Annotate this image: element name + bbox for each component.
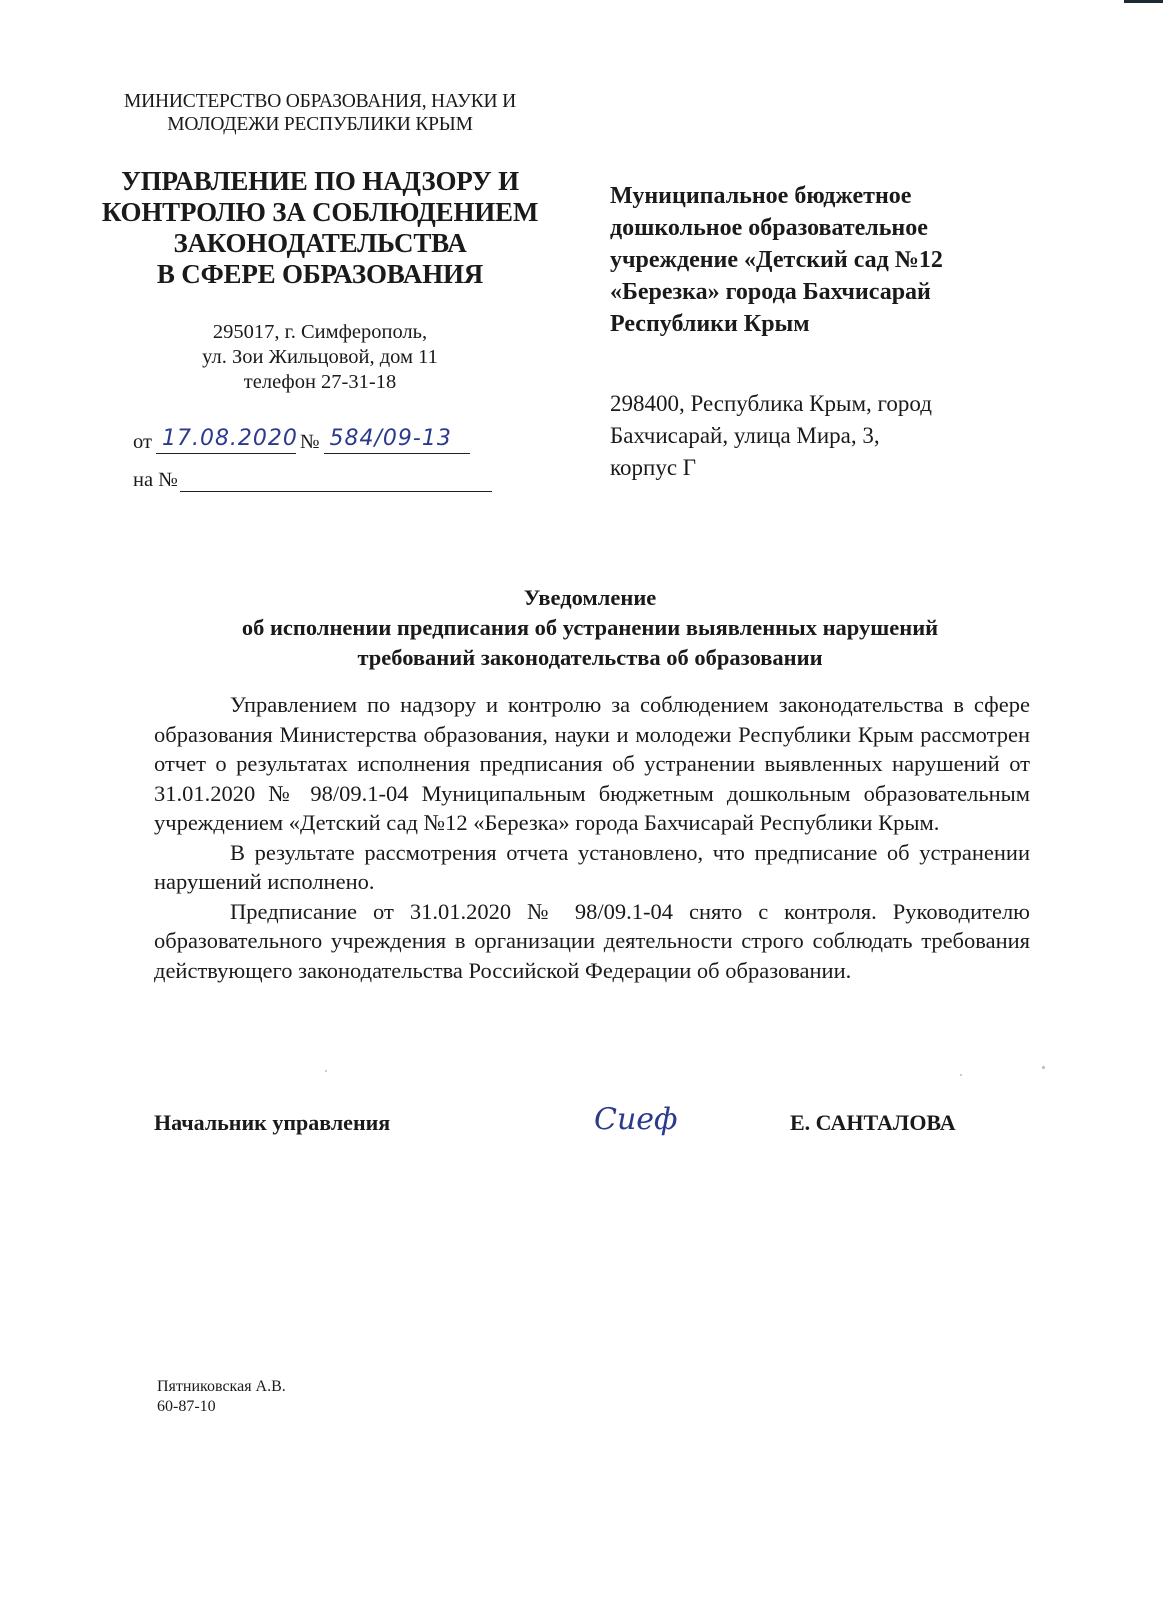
recipient-name: Муниципальное бюджетное дошкольное образовательное учреждение «Детский сад №12 «Березка» города Бахчисарай Республики Крым [610,183,943,337]
signatory-name: Е. САНТАЛОВА [790,1110,956,1135]
date-value: 17.08.2020 [161,426,298,451]
body-paragraph: В результате рассмотрения отчета установлено, что предписание об устранении нарушений исполнено. [154,839,1030,894]
number-label: № [299,431,320,453]
ministry-name: МИНИСТЕРСТВО ОБРАЗОВАНИЯ, НАУКИ И МОЛОДЕЖИ РЕСПУБЛИКИ КРЫМ [124,91,516,135]
sender-header [100,90,540,395]
date-field [156,425,296,454]
body-paragraph: Управлением по надзору и контролю за соблюдением законодательства в сфере образования Министерства образования, науки и молодежи Республики Крым рассмотрен отчет о результатах исполнения предписания об устранении выявленных нарушений от 31.01.2020 № 98/09.1-04 Муниципальным бюджетным дошкольным образовательным учреждением «Детский сад №12 «Березка» города Бахчисарай Республики Крым. [154,692,1030,835]
handwritten-signature: Сиеф [594,1102,678,1137]
registration-date-row [133,420,492,454]
scan-speck [325,1070,327,1072]
department-name: УПРАВЛЕНИЕ ПО НАДЗОРУ И КОНТРОЛЮ ЗА СОБЛЮДЕНИЕМ ЗАКОНОДАТЕЛЬСТВА В СФЕРЕ ОБРАЗОВАНИЯ [101,166,539,289]
signature-block [154,1102,1034,1160]
recipient-address: 298400, Республика Крым, город Бахчисарай, улица Мира, 3, корпус Г [610,391,932,480]
body-paragraph: Предписание от 31.01.2020 № 98/09.1-04 снято с контроля. Руководителю образовательного учреждения в организации деятельности строго соблюдать требования действующего законодательства Российской Федерации об образовании. [154,898,1030,983]
document-body [154,690,1030,985]
scan-speck [1042,1066,1045,1069]
recipient-block [610,180,1030,484]
executor-info [157,1377,286,1417]
number-value: 584/09-13 [329,426,452,451]
number-field [324,425,470,454]
registration-block [133,420,492,492]
scan-corner-mark [1124,0,1163,3]
executor-phone: 60-87-10 [157,1398,216,1415]
scan-speck [960,1074,962,1076]
document-title: Уведомление об исполнении предписания об устранении выявленных нарушений требований законодательства об образовании [241,585,939,670]
sender-address: 295017, г. Симферополь, ул. Зои Жильцовой, дом 11 телефон 27-31-18 [202,321,438,393]
signatory-position: Начальник управления [154,1110,391,1135]
reply-number-row [133,458,492,492]
reply-label: на № [133,469,178,491]
date-label: от [133,431,152,453]
executor-name: Пятниковская А.В. [157,1378,286,1395]
reply-field [180,463,492,492]
